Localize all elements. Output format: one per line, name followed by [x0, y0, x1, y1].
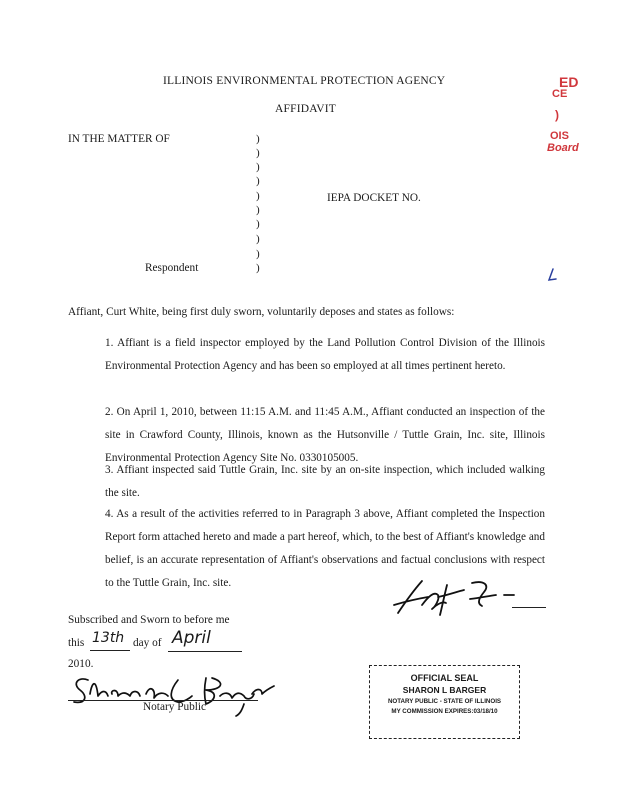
caption-paren: ) — [256, 218, 260, 230]
affiant-signature — [392, 575, 552, 620]
caption-paren: ) — [256, 262, 260, 274]
respondent-label: Respondent — [145, 262, 199, 274]
seal-title: OFFICIAL SEAL — [410, 673, 479, 683]
stamp-line-3: ) — [555, 108, 559, 122]
paragraph-2: 2. On April 1, 2010, between 11:15 A.M. and 11:45 A.M., Affiant conducted an inspection of the site in Crawford County, Illinois, known as the Hutsonville / Tuttle Grain, Inc. site, Illinois Environmental Protection Agency Site No. 0330105005. — [105, 406, 545, 464]
day-value-handwritten: 13th — [92, 630, 125, 646]
caption-paren: ) — [256, 161, 260, 173]
day-of-label: day of — [133, 637, 162, 649]
docket-label: IEPA DOCKET NO. — [327, 192, 421, 204]
stamp-line-5: Board — [547, 142, 579, 154]
jurat-year: 2010. — [68, 658, 94, 670]
stamp-line-4: OIS — [550, 130, 569, 142]
paragraph-3: 3. Affiant inspected said Tuttle Grain, Inc. site by an on-site inspection, which included walking the site. — [105, 464, 545, 499]
caption-paren: ) — [256, 190, 260, 202]
caption-paren: ) — [256, 204, 260, 216]
document-type-title: AFFIDAVIT — [275, 103, 337, 115]
seal-state-line: NOTARY PUBLIC - STATE OF ILLINOIS — [387, 698, 502, 705]
seal-commission-line: MY COMMISSION EXPIRES:03/18/10 — [391, 708, 498, 715]
agency-title: ILLINOIS ENVIRONMENTAL PROTECTION AGENCY — [163, 75, 446, 87]
month-blank-line — [168, 651, 242, 652]
month-value-handwritten: April — [172, 628, 211, 648]
affiant-intro: Affiant, Curt White, being first duly sworn, voluntarily deposes and states as follows: — [68, 306, 455, 318]
affiant-signature-line — [512, 607, 546, 608]
caption-paren: ) — [256, 175, 260, 187]
day-blank-line — [90, 650, 130, 651]
caption-paren: ) — [256, 233, 260, 245]
stamp-line-2: CE — [552, 88, 568, 100]
caption-paren: ) — [256, 147, 260, 159]
this-label: this — [68, 637, 85, 649]
margin-pen-mark — [546, 268, 558, 284]
stamp-line-1: ED — [559, 74, 579, 90]
official-notary-seal — [369, 665, 520, 739]
seal-notary-name: SHARON L BARGER — [402, 685, 487, 695]
caption-paren: ) — [256, 248, 260, 260]
caption-paren: ) — [256, 133, 260, 145]
paragraph-1: 1. Affiant is a field inspector employed by the Land Pollution Control Division of the Illinois Environmental Protection Agency and has been so employed at all times pertinent hereto. — [105, 337, 545, 372]
notary-public-label: Notary Public — [143, 701, 207, 713]
matter-label: IN THE MATTER OF — [68, 133, 170, 145]
subscribed-sworn-text: Subscribed and Sworn to before me — [68, 614, 230, 626]
paragraph-4: 4. As a result of the activities referred to in Paragraph 3 above, Affiant completed the Inspection Report form attached hereto and made a part hereof, which, to the best of Affiant's knowledge and belief, is an accurate representation of Affiant's observations and factual conclusions with respect to the Tuttle Grain, Inc. site. — [105, 508, 545, 589]
